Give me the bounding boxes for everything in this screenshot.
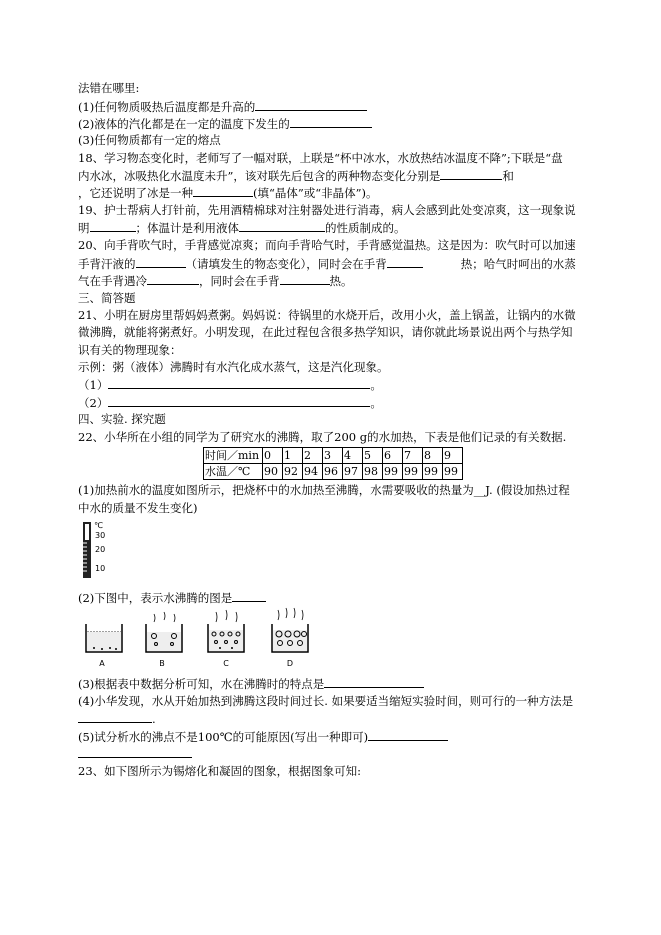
answer-blank[interactable] — [136, 256, 186, 268]
table-cell: 99 — [423, 464, 443, 480]
table-cell: 99 — [383, 464, 403, 480]
answer-blank[interactable] — [239, 220, 325, 232]
thermometer-tick-label: 30 — [95, 531, 106, 540]
table-cell: 6 — [383, 448, 403, 464]
q22-part-3: (3)根据表中数据分析可知，水在沸腾时的特点是 — [78, 676, 424, 691]
answer-blank[interactable] — [147, 273, 199, 285]
q17-heading: 法错在哪里: — [78, 81, 140, 95]
answer-blank[interactable] — [255, 99, 367, 111]
q17-item-1: (1)任何物质吸热后温度都是升高的 — [78, 99, 367, 114]
q22-part-1-line-2: 中水的质量不发生变化) — [78, 501, 198, 515]
answer-blank[interactable] — [232, 590, 266, 602]
answer-blank[interactable] — [440, 168, 502, 180]
answer-blank[interactable] — [90, 220, 136, 232]
q22-part-1-line-1: (1)加热前水的温度如图所示，把烧杯中的水加热至沸腾，水需要吸收的热量为__J. (假设加热过程 — [78, 483, 570, 497]
table-cell: 94 — [303, 464, 323, 480]
table-row — [204, 464, 463, 480]
section-title: 四、实验. 探究题 — [78, 412, 166, 426]
beaker-label: D — [286, 659, 294, 668]
answer-blank[interactable] — [108, 395, 370, 407]
q21-line-2: 微沸腾，就能将粥煮好。小明发现，在此过程包含很多热学知识，请你就此场景说出两个与热学知 — [78, 325, 573, 339]
thermometer-unit: ℃ — [94, 522, 103, 530]
table-row — [204, 448, 463, 464]
beaker-label: B — [159, 659, 165, 668]
q22-part-4-line-2: . — [78, 711, 156, 726]
answer-blank[interactable] — [368, 729, 448, 741]
answer-blank[interactable] — [193, 185, 253, 197]
table-cell: 90 — [263, 464, 283, 480]
q21-answer-2: （2） 。 — [78, 396, 382, 410]
table-cell: 4 — [343, 448, 363, 464]
table-cell: 98 — [363, 464, 383, 480]
table-cell: 96 — [323, 464, 343, 480]
table-cell: 99 — [403, 464, 423, 480]
thermometer-tick-label: 10 — [95, 564, 106, 573]
beaker-b-icon — [146, 612, 182, 668]
table-cell: 7 — [403, 448, 423, 464]
table-cell: 99 — [443, 464, 463, 480]
beaker-a-icon — [86, 624, 122, 668]
q19-line-2: 明 ；体温计是利用液体 的性质制成的。 — [78, 221, 406, 235]
q17-item-3: (3)任何物质都有一定的熔点 — [78, 133, 221, 147]
answer-blank[interactable] — [108, 377, 370, 389]
q22-part-5-line-2 — [78, 746, 192, 761]
table-cell: 8 — [423, 448, 443, 464]
q22-part-4-line-1: (4)小华发现，水从开始加热到沸腾这段时间过长. 如果要适当缩短实验时间，则可行的一种方法是 — [78, 694, 574, 708]
answer-blank[interactable] — [290, 116, 372, 128]
table-header-cell: 水温／℃ — [204, 464, 263, 480]
answer-blank[interactable] — [387, 256, 423, 268]
q20-line-1: 20、向手背吹气时，手背感觉凉爽；而向手背哈气时，手背感觉温热。这是因为：吹气时可以加速 — [78, 238, 576, 252]
section-title: 三、简答题 — [78, 291, 136, 305]
q20-line-2: 手背汗液的 （请填发生的物态变化），同时会在手背 热；哈气时呵出的水蒸 — [78, 257, 576, 271]
q21-example: 示例：粥（液体）沸腾时有水汽化成水蒸气，这是汽化现象。 — [78, 360, 389, 374]
q21-line-3: 识有关的物理现象： — [78, 343, 182, 357]
table-cell: 9 — [443, 448, 463, 464]
table-cell: 97 — [343, 464, 363, 480]
answer-blank[interactable] — [78, 746, 192, 758]
table-header-cell: 时间／min — [204, 448, 263, 464]
table-cell: 0 — [263, 448, 283, 464]
table-cell: 2 — [303, 448, 323, 464]
beaker-label: C — [223, 659, 229, 668]
q21-answer-1: （1） 。 — [78, 378, 382, 392]
q22-part-2: (2)下图中，表示水沸腾的图是 — [78, 590, 266, 605]
q22-intro: 22、小华所在小组的同学为了研究水的沸腾，取了200 g的水加热，下表是他们记录的有关数据. — [78, 430, 567, 444]
data-table — [203, 447, 463, 480]
beaker-d-icon — [272, 608, 308, 668]
thermometer-figure — [80, 522, 120, 578]
q19-line-1: 19、护士帮病人打针前，先用酒精棉球对注射器处进行消毒，病人会感到此处变凉爽，这一现象说 — [78, 203, 576, 217]
q18-line-3: ，它还说明了冰是一种 (填“晶体”或“非晶体”)。 — [78, 186, 378, 200]
table-cell: 1 — [283, 448, 303, 464]
q17-item-2: (2)液体的汽化都是在一定的温度下发生的 — [78, 116, 372, 131]
table-cell: 3 — [323, 448, 343, 464]
q20-line-3: 气在手背遇冷 ，同时会在手背 热。 — [78, 274, 353, 288]
answer-blank[interactable] — [78, 711, 152, 723]
answer-blank[interactable] — [324, 676, 424, 688]
answer-blank[interactable] — [280, 273, 330, 285]
table-cell: 92 — [283, 464, 303, 480]
q18-line-2: 内水冰，冰吸热化水温度未升”，该对联先后包含的两种物态变化分别是 和 — [78, 169, 514, 183]
q23-line-1: 23、如下图所示为锡熔化和凝固的图象，根据图象可知: — [78, 764, 362, 778]
beakers-figure — [80, 604, 330, 668]
q21-line-1: 21、小明在厨房里帮妈妈煮粥。妈妈说：待锅里的水烧开后，改用小火，盖上锅盖，让锅内的水微 — [78, 308, 576, 322]
q22-part-5: (5)试分析水的沸点不是100℃的可能原因(写出一种即可) — [78, 729, 448, 744]
q18-line-1: 18、学习物态变化时，老师写了一幅对联，上联是“杯中冰水，水放热结冰温度不降”;下联是“盘 — [78, 151, 563, 165]
thermometer-tick-label: 20 — [95, 545, 106, 554]
beaker-label: A — [99, 659, 105, 668]
beaker-c-icon — [208, 610, 244, 668]
table-cell: 5 — [363, 448, 383, 464]
